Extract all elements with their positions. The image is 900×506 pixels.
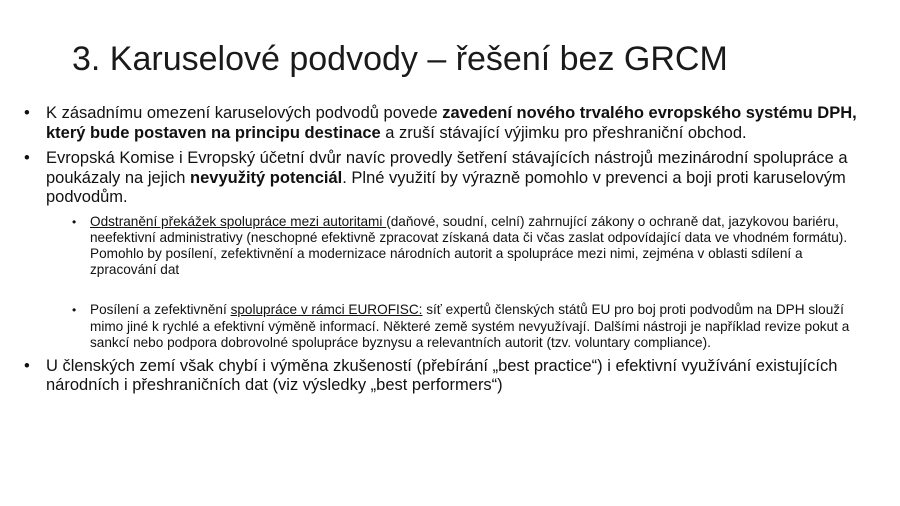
sub-bullet-item bbox=[64, 302, 860, 351]
sub-bullet-dot-icon: • bbox=[72, 303, 77, 318]
slide-content bbox=[22, 104, 880, 402]
bullet-dot-icon: • bbox=[24, 356, 30, 375]
bullet-text: a zruší stávající výjimku pro přeshraniční obchod. bbox=[380, 123, 747, 142]
sub-bullet-item bbox=[64, 214, 860, 279]
slide-title: 3. Karuselové podvody – řešení bez GRCM bbox=[72, 40, 728, 78]
sub-bullet-text: (daňové, soudní, celní) zahrnující zákony o ochraně dat, jazykovou bariéru, neefektivní administrativy (neschopné efektivně zpracovat získaná data či včas zaslat odpovídající data ve vhodném formátu). Pomohlo by posílení, zefektivnění a modernizace národních autorit a spolupráce mezi nimi, zejména v oblasti sdílení a zpracování dat bbox=[90, 213, 848, 278]
bullet-item bbox=[22, 357, 880, 396]
spacer bbox=[22, 278, 880, 302]
bullet-emphasis: zavedení nového trvalého evropského systému DPH, který bude postaven na principu destinace bbox=[46, 104, 857, 142]
bullet-emphasis: nevyužitý potenciál bbox=[190, 168, 343, 187]
bullet-item bbox=[22, 104, 880, 143]
sub-bullet-text: síť expertů členských států EU pro boj proti podvodům na DPH slouží mimo jiné k rychlé a efektivní výměně informací. Některé země systém nevyužívají. Dalšími nástroji je například revize pokut a sankcí nebo podpora dobrovolné spolupráce byznysu a relevantních autorit (tzv. voluntary compliance). bbox=[90, 302, 850, 350]
bullet-text: Evropská Komise i Evropský účetní dvůr navíc provedly šetření stávajících nástrojů mezinárodní spolupráce a poukázaly na jejich bbox=[46, 149, 848, 187]
bullet-text: U členských zemí však chybí i výměna zkušeností (přebírání „best practice“) i efektivní využívání existujících národních i přeshraničních dat (viz výsledky „best performers“) bbox=[46, 356, 838, 395]
bullet-dot-icon: • bbox=[24, 104, 30, 122]
sub-bullet-text: Posílení a zefektivnění bbox=[90, 302, 231, 318]
bullet-item bbox=[22, 149, 880, 208]
sub-bullet-underlined: spolupráce v rámci EUROFISC: bbox=[230, 302, 423, 318]
sub-bullet-underlined: Odstranění překážek spolupráce mezi autoritami bbox=[90, 213, 387, 229]
bullet-text: . Plné využití by výrazně pomohlo v prevenci a boji proti karuselovým podvodům. bbox=[46, 168, 846, 206]
sub-bullet-dot-icon: • bbox=[72, 214, 77, 229]
bullet-dot-icon: • bbox=[24, 149, 30, 167]
bullet-text: K zásadnímu omezení karuselových podvodů povede bbox=[46, 104, 443, 122]
